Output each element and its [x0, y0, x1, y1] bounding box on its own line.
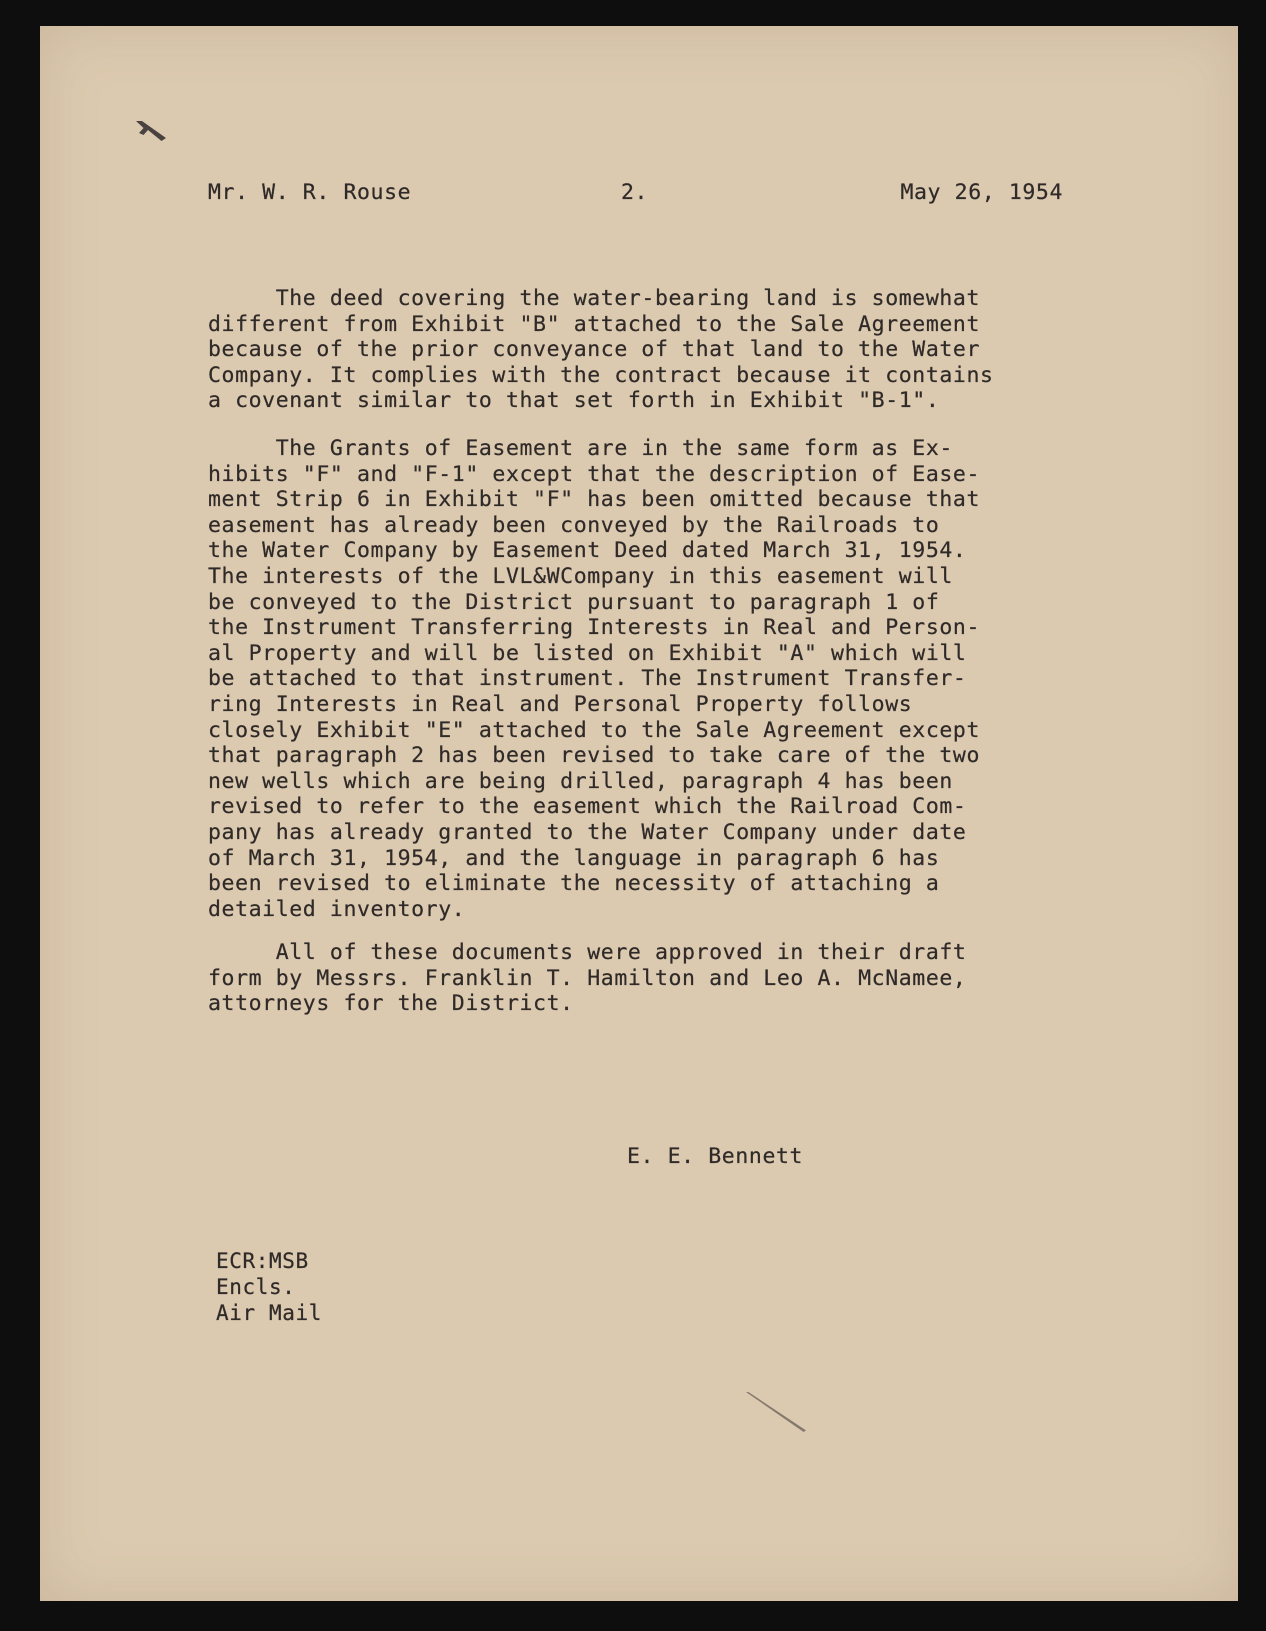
reference-notations: ECR:MSB Encls. Air Mail: [216, 1249, 322, 1325]
letter-date: May 26, 1954: [900, 180, 1063, 205]
body-paragraph-2: The Grants of Easement are in the same form as Ex- hibits "F" and "F-1" except that the description of Ease- ment Strip 6 in Exhibit "F" has been omitted because that easement has already been conveyed by the Railroads to the Water Company by Easement Deed dated March 31, 1954. The interests of the LVL&WCompany in this easement will be conveyed to the District pursuant to paragraph 1 of the Instrument Transferring Interests in Real and Person- al Property and will be listed on Exhibit "A" which will be attached to that instrument. The Instrument Transfer- ring Interests in Real and Personal Property follows closely Exhibit "E" attached to the Sale Agreement except that paragraph 2 has been revised to take care of the two new wells which are being drilled, paragraph 4 has been revised to refer to the easement which the Railroad Com- pany has already granted to the Water Company under date of March 31, 1954, and the language in paragraph 6 has been revised to eliminate the necessity of attaching a detailed inventory.: [208, 436, 981, 922]
letter-header: [208, 180, 1063, 210]
body-paragraph-3: All of these documents were approved in their draft form by Messrs. Franklin T. Hamilton and Leo A. McNamee, attorneys for the District.: [208, 940, 967, 1017]
signature-name: E. E. Bennett: [627, 1144, 804, 1169]
body-paragraph-1: The deed covering the water-bearing land is somewhat different from Exhibit "B" attached to the Sale Agreement because of the prior conveyance of that land to the Water Company. It complies with the contract because it contains a covenant similar to that set forth in Exhibit "B-1".: [208, 286, 994, 414]
recipient-name: Mr. W. R. Rouse: [208, 180, 412, 205]
page-number: 2.: [621, 180, 649, 205]
